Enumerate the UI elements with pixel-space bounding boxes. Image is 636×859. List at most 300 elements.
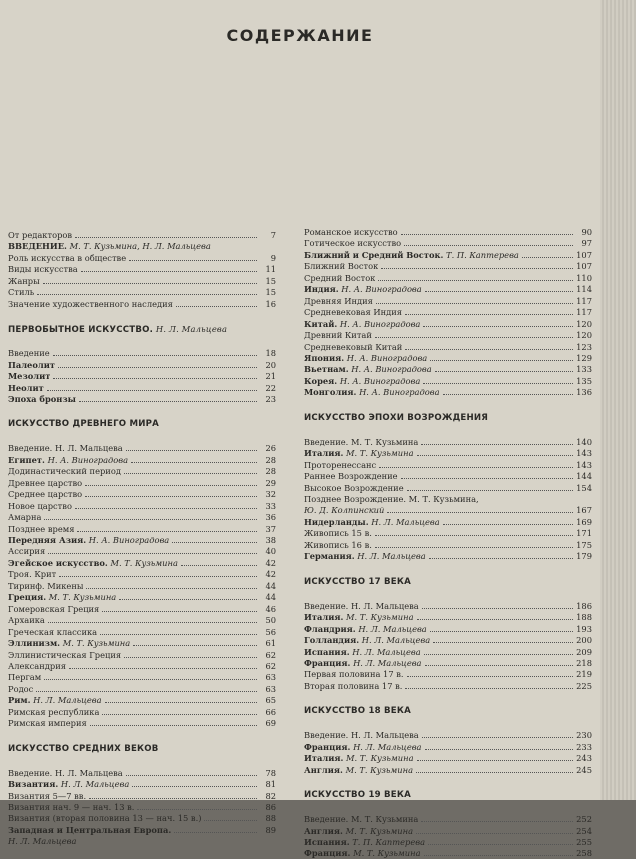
page-number: 56 — [265, 626, 276, 637]
page-number: 133 — [576, 364, 592, 375]
toc-entry-lead: Передняя Азия. — [8, 535, 87, 545]
toc-entry-lead: Фландрия. — [304, 623, 356, 634]
toc-entry-text: М. Т. Кузьмина — [46, 592, 117, 603]
dot-leader — [387, 512, 573, 513]
dot-leader — [100, 634, 257, 635]
toc-entry-text: Ю. Д. Колпинский — [304, 505, 385, 516]
toc-entry — [8, 661, 276, 672]
page-number: 16 — [265, 298, 276, 309]
toc-entry-text: Александрия — [8, 660, 66, 671]
dot-leader — [401, 234, 573, 235]
toc-entry-text: Н. Л. Мальцева — [8, 836, 77, 847]
toc-entry-text: Древняя Индия — [304, 295, 373, 306]
toc-entry-text: Н. А. Виноградова — [44, 454, 129, 465]
toc-entry — [304, 319, 592, 330]
dot-leader — [126, 775, 257, 776]
toc-entry — [304, 528, 592, 539]
page-number: 21 — [265, 371, 276, 382]
dot-leader — [44, 519, 257, 520]
page-number: 15 — [265, 275, 276, 286]
dot-leader — [137, 809, 257, 810]
toc-entry-title — [8, 672, 41, 683]
page-number: 11 — [265, 264, 276, 275]
dot-leader — [48, 622, 257, 623]
dot-leader — [376, 303, 573, 304]
toc-entry-title — [304, 483, 404, 494]
page-number: 18 — [265, 348, 276, 359]
dot-leader — [379, 467, 573, 468]
page-number: 69 — [265, 718, 276, 729]
toc-entry — [8, 394, 276, 405]
toc-entry — [304, 471, 592, 482]
toc-entry-text: Средний Восток — [304, 272, 376, 283]
toc-entry-text: Н. Л. Мальцева — [349, 646, 421, 657]
toc-entry-text: Романское искусство — [304, 227, 398, 237]
toc-entry-lead: Италия. — [304, 753, 344, 764]
page-number: 89 — [265, 824, 276, 835]
page-number: 28 — [265, 454, 276, 465]
toc-entry-text: М. Т. Кузьмина — [350, 848, 421, 859]
toc-entry-title — [8, 230, 72, 241]
toc-entry-title — [8, 592, 116, 603]
toc-entry-title — [304, 227, 398, 238]
page-number: 233 — [576, 741, 592, 752]
toc-entry-text: Виды искусства — [8, 264, 78, 275]
dot-leader — [86, 588, 257, 589]
toc-entry-text: Н. А. Виноградова — [344, 352, 428, 363]
toc-entry — [8, 768, 276, 779]
toc-entry-text: Византия 5—7 вв. — [8, 790, 87, 801]
page-number: 225 — [576, 680, 592, 691]
toc-entry — [8, 524, 276, 535]
page-number: 135 — [576, 375, 592, 386]
dot-leader — [401, 478, 573, 479]
toc-entry-title — [304, 612, 414, 623]
toc-entry-lead: Западная и Центральная Европа. — [8, 824, 172, 835]
toc-entry-title — [304, 826, 413, 837]
page-number: 110 — [576, 272, 592, 283]
dot-leader — [404, 245, 573, 246]
toc-entry — [8, 546, 276, 557]
toc-entry-text: Среднее царство — [8, 489, 83, 500]
toc-entry-lead: Мезолит — [8, 371, 51, 382]
toc-entry-text: Н. А. Виноградова — [337, 318, 421, 329]
dot-leader — [43, 283, 257, 284]
toc-entry-title — [304, 471, 398, 482]
toc-entry-text: Римская республика — [8, 706, 100, 717]
toc-entry-text: Н. Л. Мальцева — [355, 623, 427, 634]
dot-leader — [131, 462, 257, 463]
dot-leader — [105, 702, 257, 703]
dot-leader — [416, 772, 573, 773]
toc-entry-text: Амарна — [8, 512, 42, 523]
page-number: 42 — [265, 557, 276, 568]
dot-leader — [77, 531, 257, 532]
toc-entry-text: Эллинистическая Греция — [8, 649, 122, 660]
dot-leader — [48, 553, 257, 554]
toc-entry — [8, 230, 276, 241]
page-number: 179 — [576, 551, 592, 562]
dot-leader — [522, 257, 573, 258]
toc-entry-text: Введение. М. Т. Кузьмина — [304, 814, 419, 825]
dot-leader — [37, 294, 257, 295]
toc-entry-text: Введение. Н. Л. Мальцева — [8, 443, 123, 454]
dot-leader — [433, 642, 573, 643]
toc-entry — [304, 364, 592, 375]
section-heading-text: ИСКУССТВО 18 ВЕКА — [304, 706, 411, 717]
toc-entry — [304, 742, 592, 753]
page-stack-edge — [600, 0, 636, 800]
toc-entry — [304, 342, 592, 353]
toc-entry-title — [304, 238, 401, 249]
toc-entry-title — [8, 604, 99, 615]
toc-entry-text: Н. А. Виноградова — [338, 284, 422, 295]
page-number: 81 — [265, 779, 276, 790]
page-number: 218 — [576, 657, 592, 668]
toc-entry-title — [8, 443, 123, 454]
toc-entry-title — [8, 707, 99, 718]
toc-entry — [304, 238, 592, 249]
toc-entry — [8, 684, 276, 695]
toc-entry-lead: Италия. — [304, 612, 344, 623]
toc-entry — [8, 707, 276, 718]
dot-leader — [375, 337, 573, 338]
toc-entry-lead: Рим. — [8, 695, 31, 706]
toc-entry — [8, 276, 276, 287]
page-number: 230 — [576, 730, 592, 741]
toc-entry-text: Средневековый Китай — [304, 341, 403, 352]
dot-leader — [424, 855, 573, 856]
page-number: 28 — [265, 466, 276, 477]
dot-leader — [378, 280, 573, 281]
toc-entry — [304, 505, 592, 516]
dot-leader — [58, 367, 257, 368]
toc-entry — [8, 383, 276, 394]
toc-entry-lead: Корея. — [304, 375, 338, 386]
toc-entry-text: Введение. Н. Л. Мальцева — [304, 730, 419, 741]
toc-entry-lead: Англия. — [304, 764, 343, 775]
toc-entry-title — [8, 535, 169, 546]
toc-entry-title — [304, 250, 519, 261]
toc-entry-text: Т. П. Каптерева — [349, 837, 426, 847]
toc-entry-title — [304, 647, 421, 658]
dot-leader — [421, 444, 573, 445]
toc-entry-text: Позднее время — [8, 523, 75, 534]
page-number: 144 — [576, 471, 592, 482]
toc-entry-title — [8, 558, 178, 569]
section-heading — [8, 324, 227, 336]
toc-entry-title — [8, 546, 45, 557]
toc-entry-text: Н. А. Виноградова — [337, 375, 421, 386]
toc-entry-text: Византия нач. 9 — нач. 13 в. — [8, 802, 135, 812]
dot-leader — [443, 394, 573, 395]
toc-entry — [8, 253, 276, 264]
dot-leader — [102, 611, 257, 612]
toc-entry — [8, 348, 276, 359]
toc-entry-text: Греческая классика — [8, 626, 98, 637]
toc-entry-text: Н. Л. Мальцева — [30, 695, 102, 706]
toc-entry — [8, 569, 276, 580]
toc-entry — [304, 765, 592, 776]
toc-entry-text: Гомеровская Греция — [8, 603, 100, 614]
toc-entry — [8, 825, 276, 836]
toc-entry — [8, 718, 276, 729]
toc-entry-text: М. Т. Кузьмина — [343, 448, 414, 459]
page-number: 140 — [576, 436, 592, 447]
toc-entry-text: Византия (вторая половина 13 — нач. 15 в.) — [8, 813, 202, 824]
toc-entry — [304, 376, 592, 387]
toc-entry — [8, 501, 276, 512]
dot-leader — [430, 360, 573, 361]
dot-leader — [89, 798, 257, 799]
toc-entry-text: Высокое Возрождение — [304, 482, 404, 493]
toc-entry-lead: Франция. — [304, 848, 351, 859]
toc-entry — [8, 627, 276, 638]
page-number: 66 — [265, 706, 276, 717]
dot-leader — [176, 306, 257, 307]
toc-entry-title — [8, 371, 50, 382]
toc-entry — [8, 604, 276, 615]
toc-entry-title — [8, 241, 276, 252]
toc-entry — [304, 387, 592, 398]
toc-entry-title — [8, 695, 102, 706]
dot-leader — [75, 237, 257, 238]
dot-leader — [129, 260, 257, 261]
toc-entry-title — [8, 299, 173, 310]
page-number: 46 — [265, 603, 276, 614]
toc-entry-title — [304, 517, 440, 528]
page-number: 117 — [576, 307, 592, 318]
toc-entry-title — [304, 848, 421, 859]
dot-leader — [79, 401, 257, 402]
toc-entry-lead: Италия. — [304, 448, 344, 459]
toc-entry-title — [8, 581, 83, 592]
section-heading — [304, 706, 411, 718]
toc-entry-text: Новое царство — [8, 500, 72, 511]
dot-leader — [133, 645, 257, 646]
page-number: 36 — [265, 512, 276, 523]
toc-entry-title — [8, 627, 97, 638]
toc-entry-title — [304, 742, 422, 753]
toc-entry-title — [8, 455, 128, 466]
toc-entry-title — [304, 387, 440, 398]
toc-entry-title — [304, 528, 372, 539]
toc-entry-title — [8, 813, 201, 824]
section-heading-text: ИСКУССТВО 17 ВЕКА — [304, 576, 411, 587]
toc-entry-text: М. Т. Кузьмина — [342, 764, 414, 775]
toc-entry-text: Древнее царство — [8, 477, 83, 488]
toc-entry-title — [8, 478, 82, 489]
toc-entry — [8, 813, 276, 824]
toc-entry-title — [304, 540, 372, 551]
dot-leader — [53, 378, 257, 379]
toc-entry — [8, 836, 276, 847]
toc-entry-title — [8, 684, 33, 695]
toc-entry-title — [8, 638, 130, 649]
toc-entry-title — [8, 718, 87, 729]
toc-entry-text: Введение. М. Т. Кузьмина — [304, 436, 419, 447]
toc-entry-title — [304, 307, 402, 318]
toc-entry-text: Введение. Н. Л. Мальцева — [304, 600, 419, 611]
dot-leader — [423, 383, 573, 384]
toc-entry-title — [304, 814, 418, 825]
toc-entry-title — [8, 779, 129, 790]
toc-entry-text: Жанры — [8, 275, 40, 286]
toc-entry-title — [8, 253, 126, 264]
toc-entry-lead: Эгейское искусство. — [8, 557, 108, 568]
page-number: 22 — [265, 382, 276, 393]
toc-entry-text: Н. Л. Мальцева — [359, 635, 431, 646]
dot-leader — [423, 326, 573, 327]
toc-entry-title — [8, 383, 44, 394]
toc-entry-title — [8, 348, 50, 359]
dot-leader — [81, 271, 257, 272]
page-number: 175 — [576, 539, 592, 550]
toc-entry — [8, 581, 276, 592]
toc-entry-title — [8, 524, 74, 535]
toc-entry — [304, 681, 592, 692]
dot-leader — [181, 565, 257, 566]
toc-entry-lead: Испания. — [304, 646, 350, 657]
toc-entry — [8, 558, 276, 569]
toc-entry — [304, 284, 592, 295]
toc-entry-lead: Неолит — [8, 382, 44, 393]
page-number: 88 — [265, 813, 276, 824]
toc-entry-text: Значение художественного наследия — [8, 298, 173, 309]
page-number: 23 — [265, 393, 276, 404]
toc-entry-text: Н. Л. Мальцева — [354, 551, 426, 562]
toc-entry-lead: Индия. — [304, 284, 339, 295]
dot-leader — [75, 508, 257, 509]
page-number: 38 — [265, 535, 276, 545]
toc-entry-title — [304, 353, 427, 364]
toc-entry — [8, 638, 276, 649]
toc-entry-title — [304, 551, 426, 562]
section-heading — [304, 577, 411, 589]
page-number: 9 — [270, 252, 276, 263]
page-number: 154 — [576, 482, 592, 493]
page-number: 114 — [576, 284, 592, 295]
toc-entry-text: Вторая половина 17 в. — [304, 680, 403, 691]
page-number: 171 — [576, 528, 592, 539]
toc-entry — [304, 540, 592, 551]
dot-leader — [124, 657, 257, 658]
dot-leader — [204, 820, 257, 821]
toc-entry-title — [304, 765, 413, 776]
toc-entry-lead: Эпоха бронзы — [8, 393, 76, 404]
toc-entry — [304, 460, 592, 471]
page-number: 258 — [576, 848, 592, 859]
page-number: 169 — [576, 516, 592, 527]
toc-entry-title — [8, 836, 276, 847]
toc-entry-text: М. Т. Кузьмина — [107, 557, 178, 568]
dot-leader — [132, 786, 257, 787]
dot-leader — [85, 496, 257, 497]
toc-entry — [304, 494, 592, 505]
toc-entry-title — [304, 261, 378, 272]
toc-entry — [8, 779, 276, 790]
toc-entry-text: Н. Л. Мальцева — [58, 779, 130, 790]
dot-leader — [405, 349, 573, 350]
toc-entry-title — [304, 460, 376, 471]
dot-leader — [172, 542, 257, 543]
toc-entry-title — [8, 802, 134, 813]
toc-entry-text: Роль искусства в обществе — [8, 252, 127, 263]
toc-entry-title — [304, 494, 592, 505]
toc-entry-title — [8, 276, 40, 287]
toc-entry-title — [304, 330, 372, 341]
page-number: 120 — [576, 318, 592, 329]
toc-entry-text: Родос — [8, 683, 34, 694]
dot-leader — [102, 714, 257, 715]
toc-entry-title — [8, 489, 82, 500]
toc-entry-lead: Япония. — [304, 352, 345, 363]
toc-entry-title — [8, 512, 41, 523]
toc-entry — [304, 437, 592, 448]
toc-entry-text: Н. Л. Мальцева — [350, 657, 422, 668]
page-number: 20 — [265, 359, 276, 370]
page-number: 186 — [576, 600, 592, 611]
toc-entry — [304, 551, 592, 562]
page-number: 200 — [576, 635, 592, 646]
toc-entry-lead: Эллинизм. — [8, 638, 61, 649]
toc-entry-title — [8, 360, 55, 371]
dot-leader — [435, 371, 573, 372]
page-number: 29 — [265, 477, 276, 488]
toc-entry — [304, 730, 592, 741]
toc-entry-title — [304, 437, 418, 448]
toc-entry — [8, 371, 276, 382]
toc-entry-text: Архаика — [8, 615, 45, 626]
toc-entry-title — [304, 658, 422, 669]
dot-leader — [407, 490, 573, 491]
toc-entry — [304, 814, 592, 825]
page-number: 37 — [265, 523, 276, 534]
page-number: 219 — [576, 669, 592, 680]
toc-entry-title — [304, 376, 420, 387]
page-number: 143 — [576, 448, 592, 459]
toc-entry — [304, 753, 592, 764]
toc-entry-text: Ассирия — [8, 546, 46, 557]
dot-leader — [407, 676, 573, 677]
dot-leader — [375, 547, 573, 548]
dot-leader — [430, 631, 573, 632]
page-number: 15 — [265, 287, 276, 298]
toc-entry-text: От редакторов — [8, 230, 73, 240]
toc-entry — [8, 695, 276, 706]
page-number: 188 — [576, 612, 592, 623]
toc-entry — [8, 478, 276, 489]
toc-entry-text: Н. А. Виноградова — [356, 387, 440, 398]
toc-entry-title — [304, 448, 414, 459]
dot-leader — [119, 599, 257, 600]
page-number: 26 — [265, 443, 276, 454]
page-number: 117 — [576, 295, 592, 306]
toc-entry — [8, 299, 276, 310]
page-number: 107 — [576, 261, 592, 272]
section-heading-text: ПЕРВОБЫТНОЕ ИСКУССТВО. — [8, 325, 154, 336]
dot-leader — [44, 679, 257, 680]
toc-entry-title — [304, 319, 420, 330]
toc-entry — [8, 489, 276, 500]
toc-entry-title — [304, 681, 402, 692]
page-number: 86 — [265, 802, 276, 812]
page-number: 42 — [265, 569, 276, 580]
dot-leader — [405, 314, 573, 315]
toc-entry-text: М. Т. Кузьмина, Н. Л. Мальцева — [66, 241, 211, 252]
toc-entry — [8, 443, 276, 454]
section-heading — [304, 790, 411, 802]
